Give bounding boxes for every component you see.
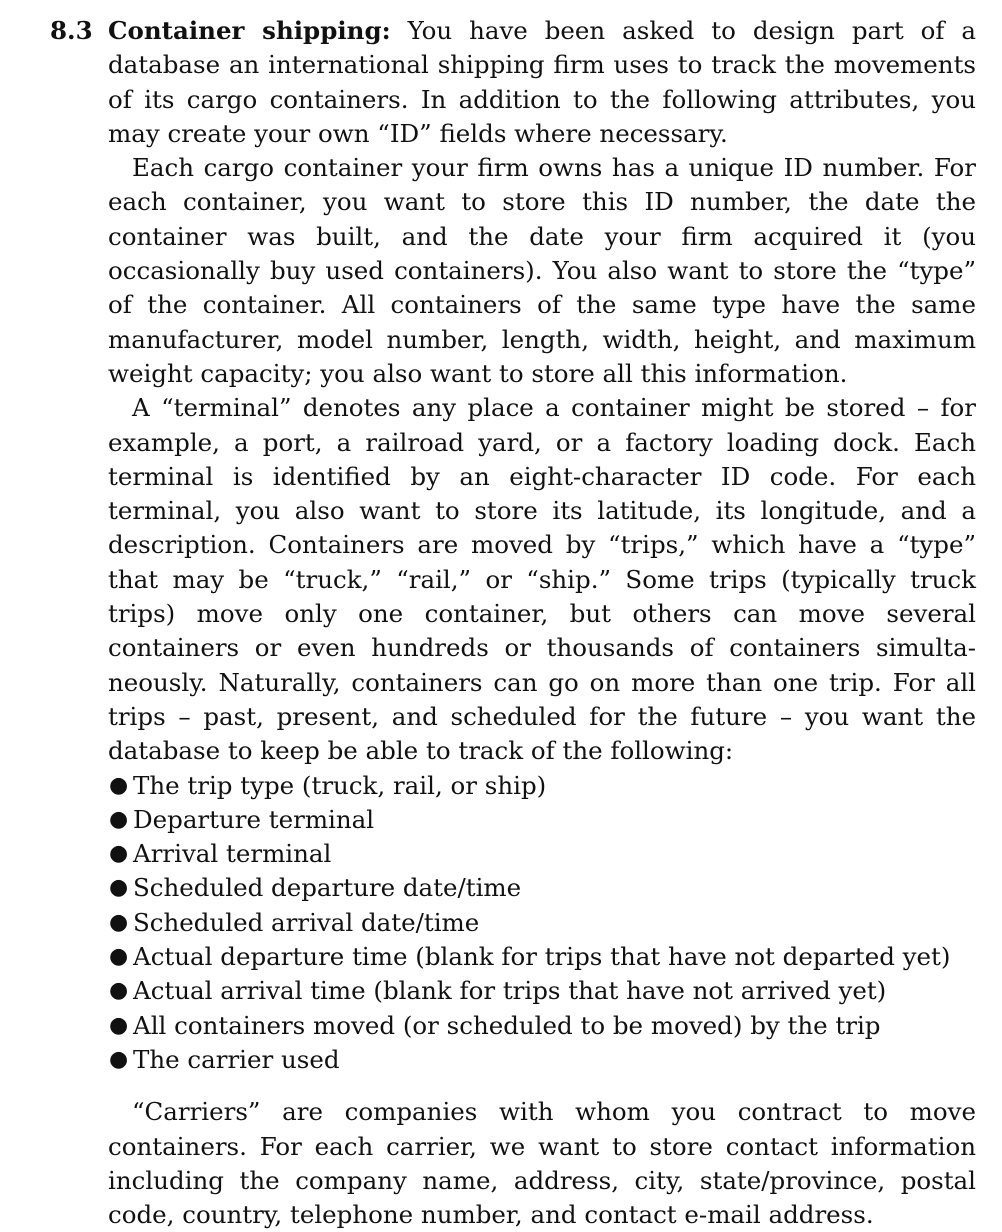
intro-text: You have been asked to design part of a database an international shipping firm uses to track the movements of its cargo containers. In addition to the following attributes, you may create your own “ID” fields where necessary. (108, 16, 976, 148)
bullet-icon: ● (109, 1046, 129, 1072)
bullet-icon: ● (109, 944, 129, 970)
list-item-text: The carrier used (133, 1044, 340, 1074)
list-item (108, 1009, 976, 1043)
paragraph-spacer (108, 1077, 976, 1095)
bullet-icon: ● (109, 1012, 129, 1038)
list-item (108, 769, 976, 803)
trip-attributes-list (108, 769, 976, 1078)
exercise-number: 8.3 (50, 16, 93, 45)
list-item (108, 803, 976, 837)
list-item-text: Arrival terminal (133, 839, 332, 869)
list-item (108, 871, 976, 905)
list-item (108, 974, 976, 1008)
bullet-icon: ● (109, 909, 129, 935)
bullet-icon: ● (109, 772, 129, 798)
exercise-8-3 (50, 14, 976, 1232)
bullet-icon: ● (109, 806, 129, 832)
exercise-body (108, 14, 976, 1232)
list-item-text: All containers moved (or scheduled to be moved) by the trip (133, 1010, 881, 1040)
list-item-text: Actual arrival time (blank for trips that have not arrived yet) (133, 976, 887, 1006)
list-item (108, 1043, 976, 1077)
bullet-icon: ● (109, 841, 129, 867)
bullet-icon: ● (109, 978, 129, 1004)
list-item-text: Departure terminal (133, 804, 375, 834)
list-item-text: Scheduled arrival date/time (133, 907, 480, 937)
intro-paragraph (108, 14, 976, 151)
terminals-paragraph: A “terminal” denotes any place a container might be stored – for example, a port, a railroad yard, or a factory loading dock. Each terminal is identified by an eight-character ID code. For each terminal, you also want to store its latitude, its longitude, and a description. Containers are moved by “trips,” which have a “type” that may be “truck,” “rail,” or “ship.” Some trips (typically truck trips) move only one container, but others can move several containers or even hundreds or thousands of containers simultaneously. Naturally, containers can go on more than one trip. For all trips – past, present, and scheduled for the future – you want the database to keep be able to track of the following: (108, 393, 976, 766)
list-item (108, 940, 976, 974)
list-item (108, 837, 976, 871)
list-item-text: Actual departure time (blank for trips that have not departed yet) (133, 942, 951, 972)
containers-paragraph: Each cargo container your firm owns has a unique ID number. For each container, you want to store this ID number, the date the container was built, and the date your firm acquired it (you occasionally buy used containers). You also want to store the “type” of the container. All containers of the same type have the same manufacturer, model number, length, width, height, and maximum weight capacity; you also want to store all this information. (108, 153, 976, 388)
list-item-text: Scheduled departure date/time (133, 873, 522, 903)
list-item-text: The trip type (truck, rail, or ship) (133, 770, 547, 800)
exercise-title: Container shipping: (108, 16, 391, 45)
list-item (108, 906, 976, 940)
bullet-icon: ● (109, 875, 129, 901)
carriers-paragraph: “Carriers” are companies with whom you contract to move containers. For each carrier, we want to store contact information including the company name, address, city, state/province, postal code, country, telephone number, and contact e-mail address. (108, 1097, 976, 1230)
